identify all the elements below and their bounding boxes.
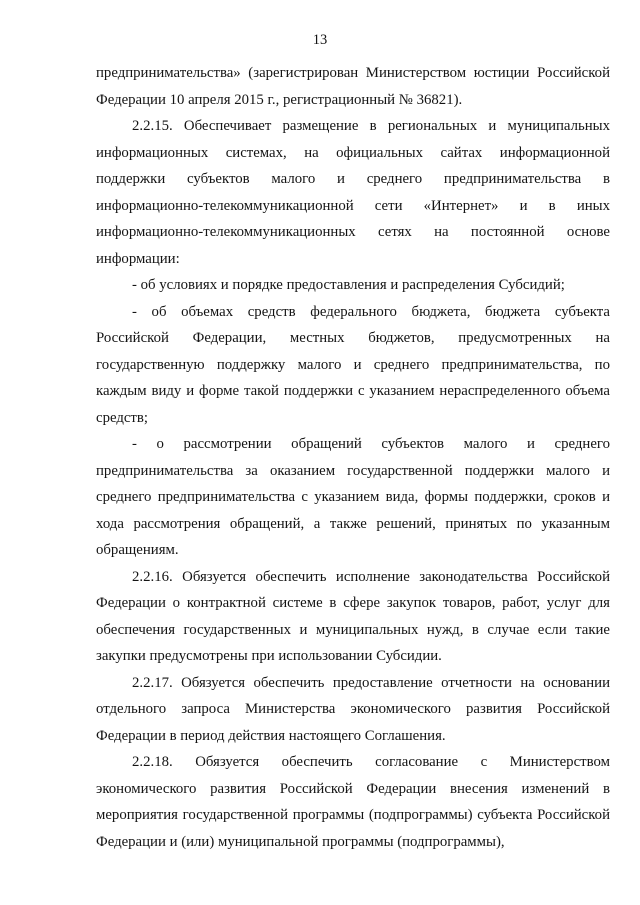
- list-item-appeals-review: - о рассмотрении обращений субъектов малого и среднего предпринимательства за оказанием государственной поддержки малого и среднего предпринимательства с указанием вида, формы поддержки, сроков и хода рассмотрения обращений, а также решений, принятых по указанным обращениям.: [96, 436, 610, 558]
- list-item-conditions: - об условиях и порядке предоставления и распределения Субсидий;: [132, 277, 565, 293]
- document-body: [96, 60, 610, 855]
- paragraph-2-2-18: 2.2.18. Обязуется обеспечить согласование с Министерством экономического развития Российской Федерации внесения изменений в мероприятия государственной программы (подпрограммы) субъекта Российской Федерации и (или) муниципальной программы (подпрограммы),: [96, 754, 610, 850]
- paragraph-2-2-15: 2.2.15. Обеспечивает размещение в региональных и муниципальных информационных системах, на официальных сайтах информационной поддержки субъектов малого и среднего предпринимательства в информационно-телекоммуникационной сети «Интернет» и в иных информационно-телекоммуникационных сетях на постоянной основе информации:: [96, 118, 610, 267]
- list-item-budget-volumes: - об объемах средств федерального бюджета, бюджета субъекта Российской Федерации, местных бюджетов, предусмотренных на государственную поддержку малого и среднего предпринимательства, по каждым виду и форме такой поддержки с указанием нераспределенного объема средств;: [96, 303, 610, 426]
- paragraph-2-2-16: 2.2.16. Обязуется обеспечить исполнение законодательства Российской Федерации о контрактной системе в сфере закупок товаров, работ, услуг для обеспечения государственных и муниципальных нужд, в случае если такие закупки предусмотрены при использовании Субсидии.: [96, 568, 610, 664]
- page-number: 13: [312, 32, 328, 48]
- paragraph-2-2-17: 2.2.17. Обязуется обеспечить предоставление отчетности на основании отдельного запроса Министерства экономического развития Российской Федерации в период действия настоящего Соглашения.: [96, 674, 610, 744]
- paragraph-continuation: предпринимательства» (зарегистрирован Министерством юстиции Российской Федерации 10 апреля 2015 г., регистрационный № 36821).: [96, 65, 610, 108]
